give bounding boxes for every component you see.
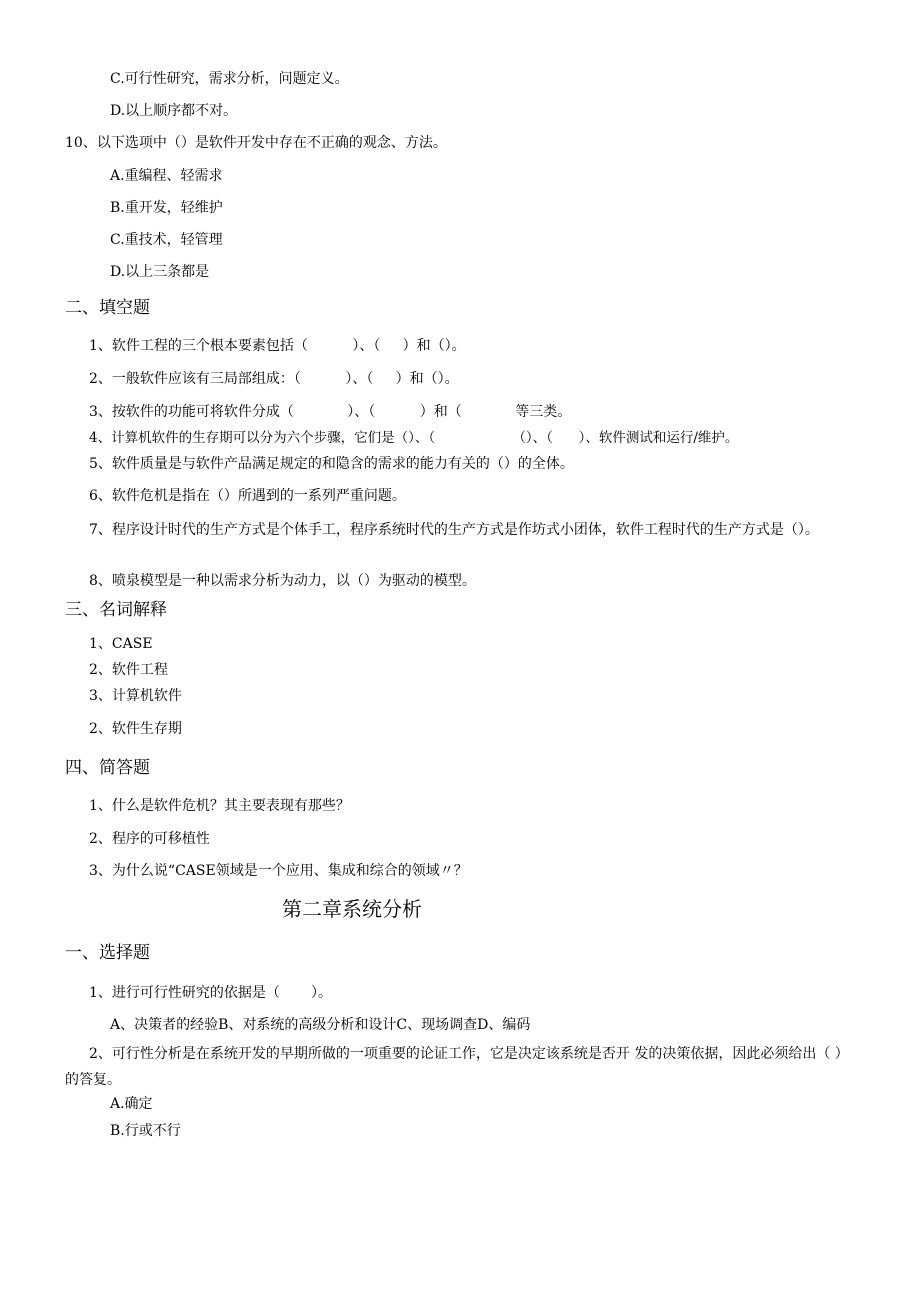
- chapter2-section-choice-title: 一、选择题: [65, 943, 150, 963]
- question-10: 10、以下选项中（）是软件开发中存在不正确的观念、方法。: [65, 135, 447, 151]
- short-item-3: 3、为什么说“CASE领域是一个应用、集成和综合的领域〃？: [89, 863, 468, 879]
- fill-item-6: 6、软件危机是指在（）所遇到的一系列严重问题。: [89, 488, 406, 504]
- term-item-4: 2、软件生存期: [89, 721, 182, 737]
- fill-item-3: 3、按软件的功能可将软件分成（ ）、（ ）和（ 等三类。: [89, 404, 572, 420]
- section-short-answer-title: 四、简答题: [65, 758, 150, 778]
- term-item-2: 2、软件工程: [89, 662, 168, 678]
- q10-option-c: C.重技术，轻管理: [110, 232, 223, 248]
- fill-item-7: 7、程序设计时代的生产方式是个体手工，程序系统时代的生产方式是作坊式小团体，软件工程时代的生产方式是（）。: [89, 522, 819, 538]
- term-item-1: 1、CASE: [89, 636, 153, 652]
- option-c-previous: C.可行性研究，需求分析，问题定义。: [110, 71, 349, 87]
- ch2-question-1: 1、进行可行性研究的依据是（ ）。: [89, 985, 333, 1001]
- term-item-3: 3、计算机软件: [89, 688, 182, 704]
- section-terms-title: 三、名词解释: [65, 600, 167, 620]
- q10-option-d: D.以上三条都是: [110, 264, 210, 280]
- fill-item-4: 4、计算机软件的生存期可以分为六个步骤，它们是（）、（ （）、（ ）、软件测试和运行/维护。: [89, 430, 739, 446]
- ch2-q2-option-b: B.行或不行: [110, 1123, 181, 1139]
- q10-option-a: A.重编程、轻需求: [110, 168, 223, 184]
- section-fill-in-title: 二、填空题: [65, 298, 150, 318]
- fill-item-8: 8、喷泉模型是一种以需求分析为动力，以（）为驱动的模型。: [89, 573, 476, 589]
- option-d-previous: D.以上顺序都不对。: [110, 103, 238, 119]
- q10-option-b: B.重开发，轻维护: [110, 200, 223, 216]
- short-item-1: 1、什么是软件危机？其主要表现有那些？: [89, 798, 350, 814]
- ch2-q2-option-a: A.确定: [110, 1096, 153, 1112]
- fill-item-2: 2、一般软件应该有三局部组成：（ ）、（ ）和（）。: [89, 371, 459, 387]
- chapter-2-title: 第二章系统分析: [282, 897, 422, 921]
- short-item-2: 2、程序的可移植性: [89, 831, 210, 847]
- ch2-question-2: 2、可行性分析是在系统开发的早期所做的一项重要的论证工作，它是决定该系统是否开 发的决策依据，因此必须给出（ ）的答复。: [65, 1046, 849, 1088]
- fill-item-1: 1、软件工程的三个根本要素包括（ ）、（ ）和（）。: [89, 338, 466, 354]
- fill-item-5: 5、软件质量是与软件产品满足规定的和隐含的需求的能力有关的（）的全体。: [89, 456, 574, 472]
- ch2-q1-options: A、决策者的经验B、对系统的高级分析和设计C、现场调查D、编码: [110, 1017, 531, 1033]
